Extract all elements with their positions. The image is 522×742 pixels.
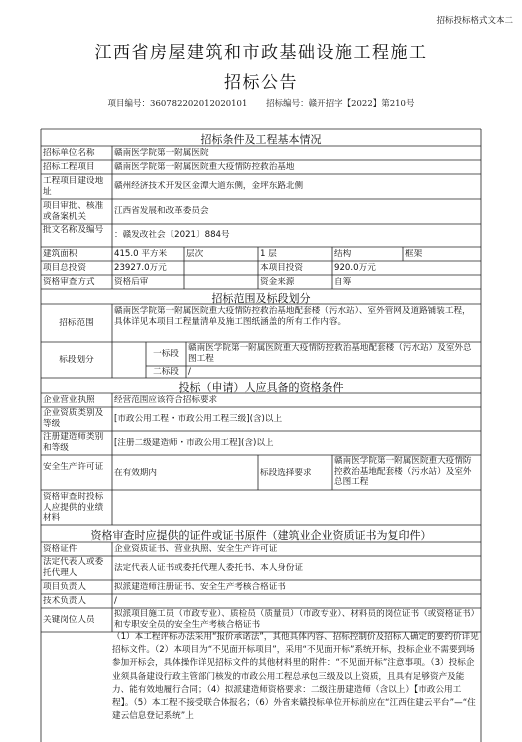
doc-value: ：赣发改社会〔2021〕884号 <box>114 230 230 240</box>
key-value: 拟派项目施工员（市政专业）、质检员（质量员）（市政专业）、材料员的岗位证书（或资格证书）和专职安全员的安全生产考核合格证书 <box>114 609 475 630</box>
lot1-label: 一标段 <box>153 349 179 359</box>
structure-label: 结构 <box>334 249 352 259</box>
license-value: 经营范围应该符合招标要求 <box>114 395 218 405</box>
engineer-label: 注册建造师类别和等级 <box>43 432 104 453</box>
fund-value: 自筹 <box>334 277 352 287</box>
section-qualification-title: 投标（申请）人应具备的资格条件 <box>178 381 344 394</box>
doc-label: 批文名称及编号 <box>43 225 104 235</box>
tech-label: 技术负责人 <box>43 596 86 606</box>
cert-value: 企业资质证书、营业执照、安全生产许可证 <box>114 544 278 554</box>
safety-label: 安全生产许可证 <box>43 462 104 472</box>
invest-value: 920.0万元 <box>334 263 376 273</box>
key-label: 关键岗位人员 <box>43 615 95 625</box>
section-conditions-title: 招标条件及工程基本情况 <box>200 133 322 146</box>
review-label: 资格审查方式 <box>43 277 95 287</box>
lot-select-value: 赣南医学院第一附属医院重大疫情防控救治基地配套楼（污水站）及室外总图工程 <box>334 456 472 487</box>
notes-text: （1）本工程评标办法采用“报价承诺法”，其他具体内容、招标控制价及招标人确定的要约价详见招标文件。（2）本项目为“不见面开标项目”，采用“不见面开标”系统开标，投标企业不需要到场参加开标会，具体操作详见招标文件的其他材料里的附件：“不见面开标”注意事项。（3）投标企业须具备建设行政主管部门核发的市政公用工程总承包三级及以上资质，且具有足够资产及能力、能有效地履行合同；（4）拟派建造师资格要求：二级注册建造师（含以上）【市政公用工程】。（5）本工程不接受联合体报名；（6）外省来赣投标单位开标前应在“江西住建云平台”—“住建云信息登记系统”上 <box>112 632 479 722</box>
legal-value: 法定代表人证书或委托代理人委托书、本人身份证 <box>114 563 304 573</box>
tenderer-label: 招标单位名称 <box>43 148 95 158</box>
invest-label: 本项目投资 <box>260 263 303 273</box>
announcement-title: 江西省房屋建筑和市政基础设施工程施工 <box>94 43 428 63</box>
lot-label: 标段划分 <box>59 355 94 365</box>
lot2-value: / <box>188 367 191 377</box>
pm-value: 拟派建造师注册证书、安全生产考核合格证书 <box>114 582 286 592</box>
pm-label: 项目负责人 <box>43 582 86 592</box>
fund-label: 资金来源 <box>260 277 295 287</box>
project-value: 赣南医学院第一附属医院重大疫情防控救治基地 <box>114 162 295 172</box>
tenderer-value: 赣南医学院第一附属医院 <box>114 148 209 158</box>
lot2-label: 二标段 <box>153 367 179 377</box>
tender-number: 招标编号：赣开招字【2022】第210号 <box>266 99 415 109</box>
floors-value: 1 层 <box>260 249 277 259</box>
engineer-value: [注册二级建造师・市政公用工程](含)以上 <box>114 438 274 448</box>
area-value: 415.0 平方米 <box>114 249 168 259</box>
floors-label: 层次 <box>186 249 204 259</box>
document-type-label: 招标投标格式文本二 <box>436 16 513 26</box>
review-value: 资格后审 <box>114 277 149 287</box>
qual-label: 企业资质类别及等级 <box>43 408 104 429</box>
scope-value: 赣南医学院第一附属医院重大疫情防控救治基地配套楼（污水站）、室外管网及道路铺装工程，具体详见本项目工程量清单及施工图纸涵盖的所有工作内容。 <box>114 306 471 327</box>
announcement-subtitle: 招标公告 <box>224 73 298 93</box>
cert-label: 资格证件 <box>43 544 78 554</box>
legal-label: 法定代表人或委托代理人 <box>43 557 104 578</box>
project-label: 招标工程项目 <box>43 162 95 172</box>
location-value: 赣州经济技术开发区金潭大道东侧，金坪东路北侧 <box>114 181 304 191</box>
scope-label: 招标范围 <box>59 318 94 328</box>
total-invest-value: 23927.0万元 <box>114 263 167 273</box>
perf-label: 资格审查时投标人应提供的业绩材料 <box>43 492 104 523</box>
approval-value: 江西省发展和改革委员会 <box>114 206 209 216</box>
lot1-value: 赣南医学院第一附属医院重大疫情防控救治基地配套楼（污水站）及室外总图工程 <box>188 343 472 364</box>
safety-value: 在有效期内 <box>114 468 157 478</box>
section-scope-title: 招标范围及标段划分 <box>211 292 311 305</box>
approval-label: 项目审批、核准或备案机关 <box>43 201 104 222</box>
section-documents-title: 资格审查时应提供的证件或证书原件（建筑业企业资质证书为复印件） <box>90 529 432 542</box>
license-label: 企业营业执照 <box>43 395 95 405</box>
tech-value: / <box>114 596 117 606</box>
location-label: 工程项目建设地址 <box>43 176 104 197</box>
project-number: 项目编号：360782202012020101 <box>107 99 248 109</box>
qual-value: [市政公用工程・市政公用工程三级](含)以上 <box>114 414 283 424</box>
lot-select-label: 标段选择要求 <box>260 468 312 478</box>
structure-value: 框架 <box>405 249 423 259</box>
area-label: 建筑面积 <box>43 249 78 259</box>
total-invest-label: 项目总投资 <box>43 263 86 273</box>
